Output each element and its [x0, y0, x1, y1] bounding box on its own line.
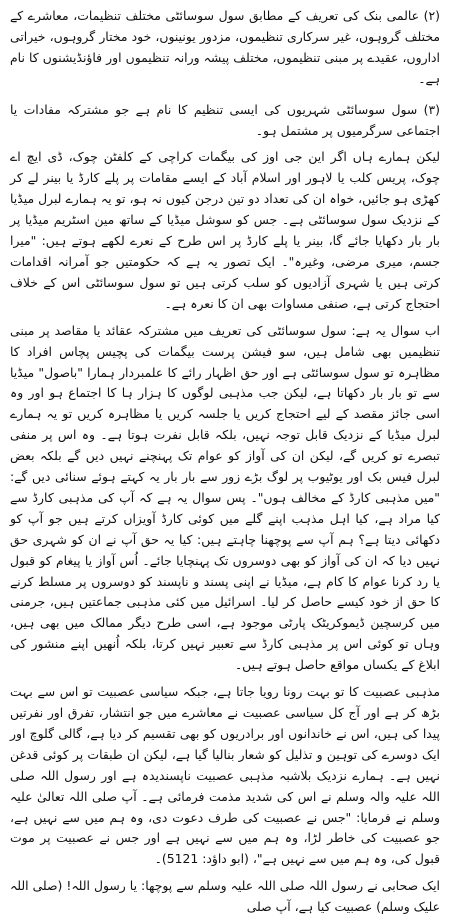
paragraph-religious-card-question: اب سوال یہ ہے: سول سوسائٹی کی تعریف میں مشترکہ عقائد یا مقاصد پر مبنی تنظیمیں بھی شامل ہیں، سو فیشن پرست بیگمات کی پچیس پچاس افراد کا مظاہرہ تو سول سوسائٹی ہے اور حق اظہار رائے کا علمبردار ہمارا "باصول" میڈیا سے تو بار بار دکھاتا ہے، لیکن جب مذہبی لوگوں کا ہزار ہا کا اجتماع ہو اور وہ اسی جائز مقصد کے لیے احتجاج کریں یا جلسہ کریں یا مظاہرہ کریں تو یہ ہمارے لبرل میڈیا کے نزدیک قابل توجہ نہیں، بلکہ قابل نفرت ہوتا ہے۔ وہ اس پر منفی تبصرے تو کریں گے، لیکن ان کی آواز کو عوام تک پہنچنے نہیں دیں گے بلکہ بعض لبرل فیس بک اور یوٹیوب پر لوگ بڑے زور سے بار بار یہ کہتے ہوئے سنائی دیں گے: "میں مذہبی کارڈ کے مخالف ہوں"۔ پس سوال یہ ہے کہ آپ کی مذہبی کارڈ سے کیا مراد ہے، کیا اہل مذہب اپنے گلے میں کوئی کارڈ آویزاں کرتے ہیں جو آپ کو دکھائی دیتا ہے؟ ہم آپ سے پوچھنا چاہتے ہیں: کیا یہ حق آپ نے ان کو شہری حق نہیں دیا کہ ان کی آواز کو بھی دوسروں تک پہنچایا جائے۔ اُس آواز یا پیغام کو قبول یا رد کرنا عوام کا کام ہے، میڈیا نے اپنی پسند و ناپسند کو دوسروں پر مسلط کرنے کا حق از خود کیسے حاصل کر لیا۔ اسرائیل میں کئی مذہبی جماعتیں ہیں، جرمنی میں کرسچین ڈیموکریٹک پارٹی موجود ہے، اسی طرح دیگر ممالک میں بھی ہیں، وہاں تو کوئی اس پر مذہبی کارڈ سے تعبیر نہیں کرتا، بلکہ اُنھیں اپنے منشور کی ابلاغ کے یکساں مواقع حاصل ہوتے ہیں۔	[10, 322, 440, 673]
paragraph-ngo-protests: لیکن ہمارے ہاں اگر این جی اوز کی بیگمات کراچی کے کلفٹن چوک، ڈی ایچ اے چوک، پریس کلب یا لاہور اور اسلام آباد کے ایسے مقامات پر پلے کارڈ یا بینر لے کر کھڑی ہو جائیں، خواہ ان کی تعداد دو تین درجن کیوں نہ ہو، تو یہ ہمارے لبرل میڈیا کے نزدیک سول سوسائٹی ہے۔ جس کو سوشل میڈیا کے ساتھ مین اسٹریم میڈیا پر بار بار دکھایا جائے گا، بینر یا پلے کارڈ پر اس طرح کے نعرے لکھے ہوتے ہیں: "میرا جسم، میری مرضی، وغیرہ"۔ ایک تصور یہ ہے کہ حکومتیں جو آمرانہ اقدامات کرتی ہیں یا شہری آزادیوں کو سلب کرتی ہیں تو سول سوسائٹی اس کے خلاف احتجاج کرتی ہے، صنفی مساوات بھی ان کا نعرہ ہے۔	[10, 149, 440, 311]
paragraph-religious-prejudice: مذہبی عصبیت کا تو بہت رونا رویا جاتا ہے، جبکہ سیاسی عصبیت تو اس سے بہت بڑھ کر ہے اور آج کل سیاسی عصبیت نے معاشرے میں جو انتشار، تفرق اور نفرتیں پیدا کی ہیں، اس نے خاندانوں اور برادریوں کو بھی تقسیم کر دیا ہے، گالی گلوچ اور ایک دوسرے کی توہین و تذلیل کو شعار بنالیا گیا ہے، لیکن ان طبقات پر کوئی قدغن نہیں ہے۔ ہمارے نزدیک بلاشبہ مذہبی عصبیت ناپسندیدہ ہے اور رسول اللہ صلی اللہ علیہ والہ وسلم نے اس کی شدید مذمت فرمائی ہے۔ آپ صلی اللہ تعالیٰ علیہ وسلم نے فرمایا: "جس نے عصبیت کی طرف دعوت دی، وہ ہم میں سے نہیں ہے، جو عصبیت کی خاطر لڑا، وہ ہم میں سے نہیں ہے اور جس نے عصبیت پر موت قبول کی، وہ ہم میں سے نہیں ہے"، (ابو داؤد: 5121)۔	[10, 684, 440, 867]
paragraph-world-bank-definition: (۲) عالمی بنک کی تعریف کے مطابق سول سوسائٹی مختلف تنظیمات، معاشرے کے مختلف گروہوں، غیر سرکاری تنظیموں، مزدور یونینوں، خود مختار گروہوں، خیراتی اداروں، عقیدے پر مبنی تنظیموں، مختلف پیشہ ورانہ تنظیموں اور فاؤنڈیشنوں کا نام ہے۔	[10, 8, 440, 86]
paragraph-companion-question: ایک صحابی نے رسول اللہ صلی اللہ علیہ وسلم سے پوچھا: یا رسول اللہ! (صلی اللہ علیک وسلم) عصبیت کیا ہے، آپ صلی	[10, 878, 440, 915]
paragraph-civil-society-definition: (۳) سول سوسائٹی شہریوں کی ایسی تنظیم کا نام ہے جو مشترکہ مفادات یا اجتماعی سرگرمیوں پر مشتمل ہو۔	[10, 101, 440, 138]
